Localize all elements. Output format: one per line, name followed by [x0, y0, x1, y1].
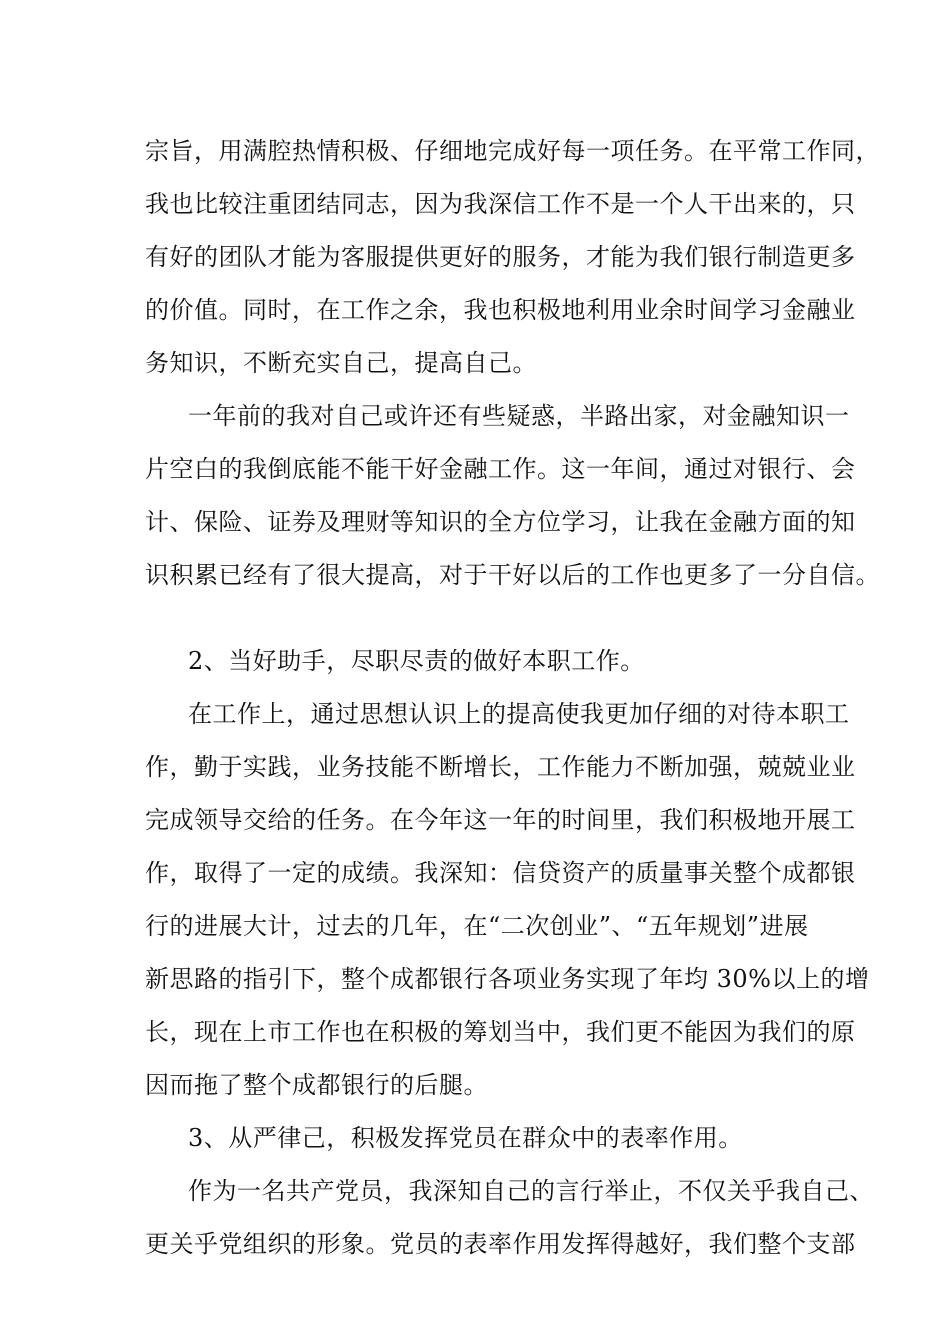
text-line: 宗旨，用满腔热情积极、仔细地完成好每一项任务。在平常工作同，: [145, 137, 880, 165]
text-line: 因而拖了整个成都银行的后腿。: [145, 1071, 488, 1099]
section-heading: 3、从严律己，积极发挥党员在群众中的表率作用。: [188, 1124, 743, 1152]
text-line: 完成领导交给的任务。在今年这一年的时间里，我们积极地开展工: [145, 806, 856, 834]
text-line: 有好的团队才能为客服提供更好的服务，才能为我们银行制造更多: [145, 243, 856, 271]
text-line: 长，现在上市工作也在积极的筹划当中，我们更不能因为我们的原: [145, 1018, 856, 1046]
text-line: 我也比较注重团结同志，因为我深信工作不是一个人干出来的，只: [145, 190, 856, 218]
paragraph-first-line: 一年前的我对自己或许还有些疑惑，半路出家，对金融知识一: [188, 402, 850, 430]
text-line: 计、保险、证券及理财等知识的全方位学习，让我在金融方面的知: [145, 508, 856, 536]
paragraph-first-line: 在工作上，通过思想认识上的提高使我更加仔细的对待本职工: [188, 700, 850, 728]
text-line: 作，勤于实践，业务技能不断增长，工作能力不断加强，兢兢业业: [145, 753, 856, 781]
paragraph-first-line: 作为一名共产党员，我深知自己的言行举止，不仅关乎我自己、: [188, 1177, 874, 1205]
text-line: 行的进展大计，过去的几年，在“二次创业”、“五年规划”进展: [145, 912, 809, 940]
text-line: 作，取得了一定的成绩。我深知：信贷资产的质量事关整个成都银: [145, 859, 856, 887]
text-line: 识积累已经有了很大提高，对于干好以后的工作也更多了一分自信。: [145, 561, 880, 589]
text-line: 新思路的指引下，整个成都银行各项业务实现了年均 30%以上的增: [145, 965, 870, 993]
section-heading: 2、当好助手，尽职尽责的做好本职工作。: [188, 647, 645, 675]
text-line: 更关乎党组织的形象。党员的表率作用发挥得越好，我们整个支部: [145, 1230, 856, 1258]
text-line: 的价值。同时，在工作之余，我也积极地利用业余时间学习金融业: [145, 296, 856, 324]
text-line: 片空白的我倒底能不能干好金融工作。这一年间，通过对银行、会: [145, 455, 856, 483]
text-line: 务知识，不断充实自己，提高自己。: [145, 349, 537, 377]
